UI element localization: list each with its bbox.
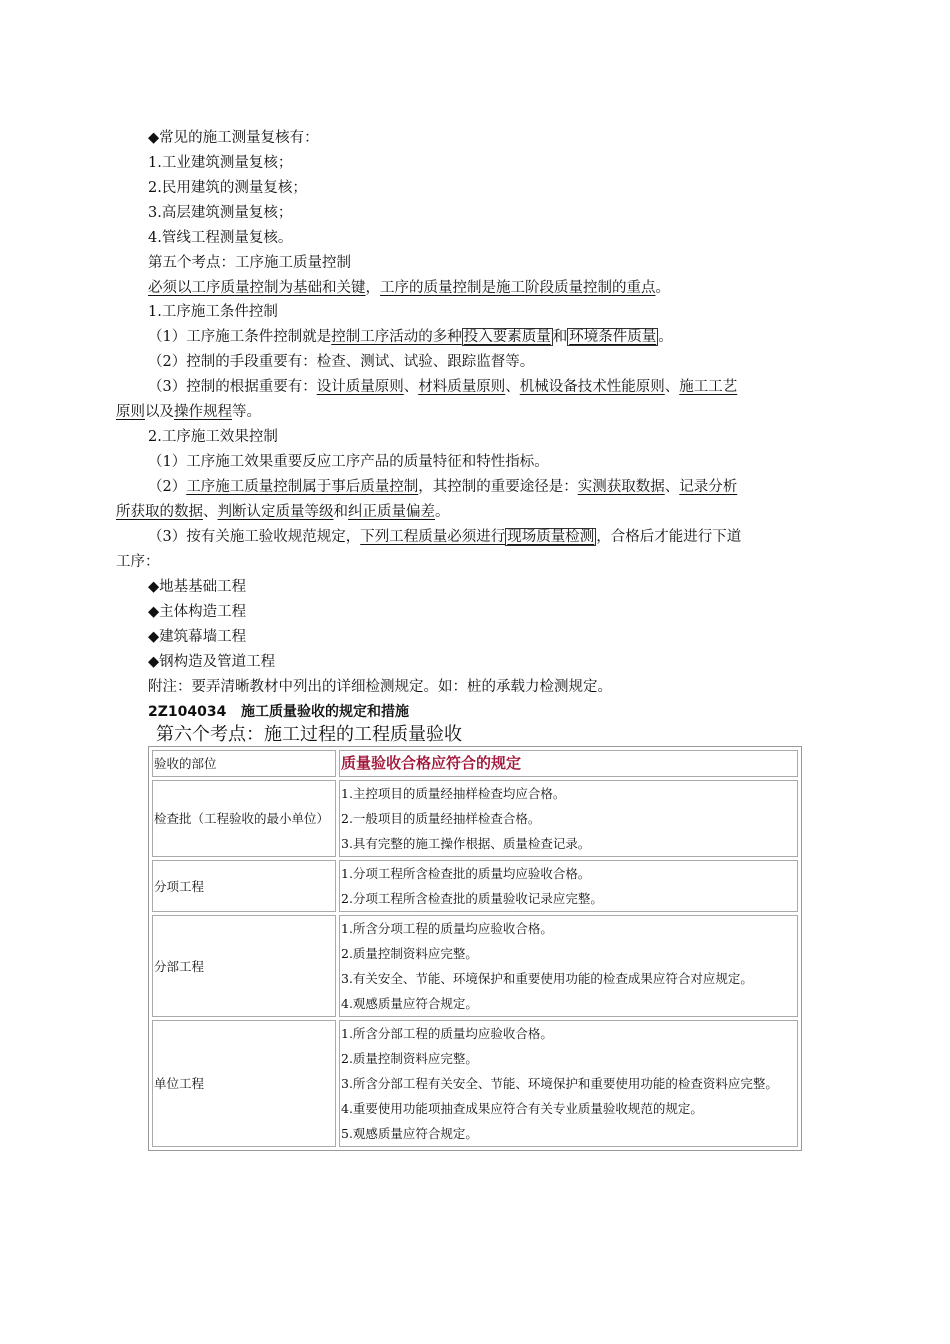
s1-title: 1.工序施工条件控制 [148,304,278,320]
s2-paragraph-2 [148,477,737,497]
separator: 、 [203,504,218,520]
s2-paragraph-3 [148,527,741,547]
underlined-phrase: 原则 [116,404,145,420]
measure-heading: ◆常见的施工测量复核有： [148,130,319,146]
boxed-phrase: 环境条件质量 [569,329,657,345]
row-rules [339,860,798,912]
underlined-phrase: 控制工序活动的多种 [331,329,462,345]
text: （3）控制的根据重要有： [148,379,317,395]
table-row [152,780,798,857]
s2-title: 2.工序施工效果控制 [148,429,278,445]
s1-paragraph-1 [148,327,673,347]
row-rules [339,1020,798,1147]
measure-item: 1.工业建筑测量复核； [148,155,293,171]
text: （1）工序施工条件控制就是 [148,329,332,345]
text: ，合格后才能进行下道 [596,529,742,545]
table-header-row [152,750,798,777]
s2-paragraph-1: （1）工序施工效果重要反应工序产品的质量特征和特性指标。 [148,454,549,470]
rule-item: 3.具有完整的施工操作根据、质量检查记录。 [341,836,591,851]
table-row [152,1020,798,1147]
text: （2） [148,479,187,495]
acceptance-table [148,746,802,1151]
row-part: 分部工程 [152,915,336,1017]
underlined-phrase: 材料质量原则 [418,379,506,395]
bullet-item: ◆地基基础工程 [148,579,247,595]
note: 附注：要弄清晰教材中列出的详细检测规定。如：桩的承载力检测规定。 [148,679,612,695]
underlined-phrase: 记录分析 [679,479,738,495]
measure-item: 3.高层建筑测量复核； [148,205,293,221]
header-rules: 质量验收合格应符合的规定 [339,750,798,777]
table-row [152,860,798,912]
text: 。 [435,504,450,520]
boxed-phrase: 投入要素质量 [463,329,551,345]
underlined-phrase: 必须以工序质量控制为基础和关键 [148,280,366,296]
text: 。 [658,329,673,345]
underlined-phrase: 下列工程质量必须进行 [360,529,506,545]
bullet-item: ◆钢构造及管道工程 [148,654,276,670]
rule-item: 2.质量控制资料应完整。 [341,1051,478,1066]
separator: 、 [403,379,419,395]
rule-item: 3.有关安全、节能、环境保护和重要使用功能的检查成果应符合对应规定。 [341,971,753,986]
rule-item: 2.分项工程所含检查批的质量验收记录应完整。 [341,891,603,906]
underlined-phrase: 施工工艺 [679,379,738,395]
measure-item: 4.管线工程测量复核。 [148,230,293,246]
separator: 。 [655,280,670,296]
text: 以及 [145,404,174,420]
underlined-phrase: 实测获取数据 [577,479,665,495]
underlined-phrase: 所获取的数据 [116,504,203,520]
point5-title: 第五个考点：工序施工质量控制 [148,255,351,271]
underlined-phrase: 纠正质量偏差 [348,504,435,520]
separator: 、 [664,479,680,495]
rule-item: 1.主控项目的质量经抽样检查均应合格。 [341,786,566,801]
rule-item: 1.所含分部工程的质量均应验收合格。 [341,1026,553,1041]
boxed-phrase: 现场质量检测 [507,529,595,545]
text: 和 [552,329,568,345]
underlined-phrase: 操作规程 [174,404,232,420]
rule-item: 1.分项工程所含检查批的质量均应验收合格。 [341,866,591,881]
row-rules [339,780,798,857]
separator: 、 [505,379,520,395]
text: ，其控制的重要途径是： [418,479,578,495]
header-part: 验收的部位 [152,750,336,777]
s1-paragraph-3 [148,377,737,397]
table-row [152,915,798,1017]
text: 等。 [232,404,261,420]
point6-title: 第六个考点：施工过程的工程质量验收 [156,724,462,745]
s2-paragraph-3-cont: 工序： [116,554,160,570]
row-part: 单位工程 [152,1020,336,1147]
underlined-phrase: 工序施工质量控制属于事后质量控制 [186,479,419,495]
point5-main [148,278,670,298]
separator: 、 [664,379,680,395]
underlined-phrase: 设计质量原则 [316,379,404,395]
separator: ， [365,280,380,296]
bullet-item: ◆建筑幕墙工程 [148,629,247,645]
rule-item: 2.质量控制资料应完整。 [341,946,478,961]
underlined-phrase: 工序的质量控制是施工阶段质量控制的重点 [380,280,656,296]
measure-item: 2.民用建筑的测量复核； [148,180,307,196]
rule-item: 2.一般项目的质量经抽样检查合格。 [341,811,541,826]
rule-item: 1.所含分项工程的质量均应验收合格。 [341,921,553,936]
bullet-item: ◆主体构造工程 [148,604,247,620]
s1-paragraph-3-cont [116,402,261,422]
row-part: 检查批（工程验收的最小单位） [152,780,336,857]
rule-item: 3.所含分部工程有关安全、节能、环境保护和重要使用功能的检查资料应完整。 [341,1076,778,1091]
text: 和 [333,504,348,520]
s1-paragraph-2: （2）控制的手段重要有：检查、测试、试验、跟踪监督等。 [148,354,535,370]
text: （3）按有关施工验收规范规定， [148,529,361,545]
rule-item: 4.观感质量应符合规定。 [341,996,478,1011]
row-part: 分项工程 [152,860,336,912]
section-code-title: 2Z104034 施工质量验收的规定和措施 [148,704,409,720]
s2-paragraph-2-cont [116,502,450,522]
rule-item: 5.观感质量应符合规定。 [341,1126,478,1141]
underlined-phrase: 判断认定质量等级 [217,504,334,520]
rule-item: 4.重要使用功能项抽查成果应符合有关专业质量验收规范的规定。 [341,1101,703,1116]
underlined-phrase: 机械设备技术性能原则 [519,379,665,395]
row-rules [339,915,798,1017]
